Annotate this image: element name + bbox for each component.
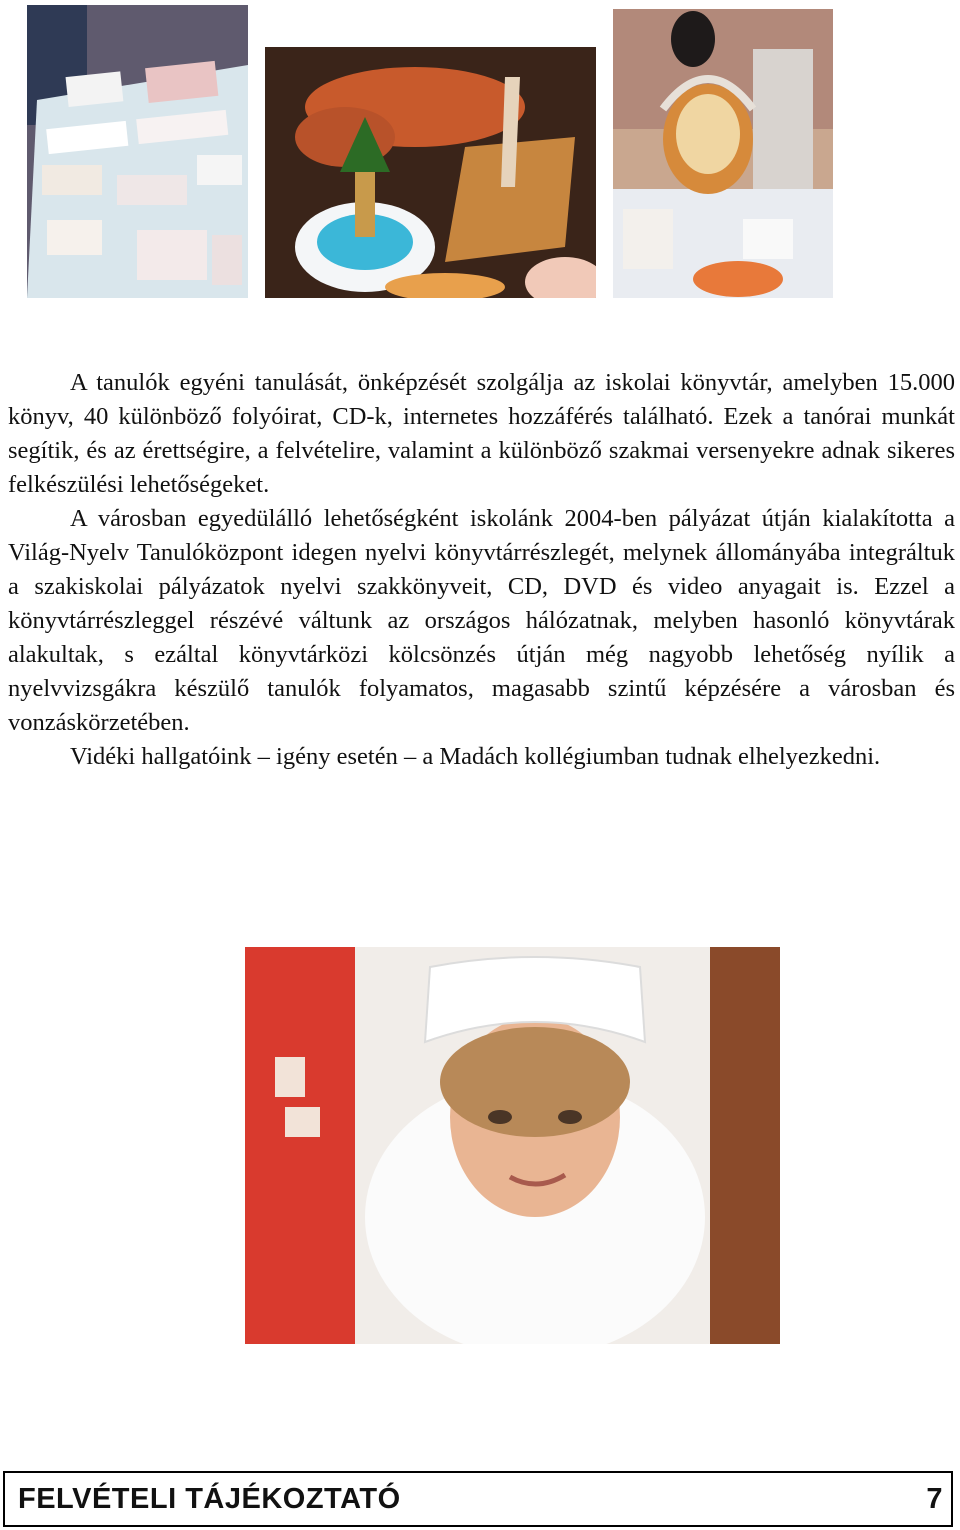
paragraph-library: A tanulók egyéni tanulását, önképzését szolgálja az iskolai könyvtár, amelyben 15.000 könyv, 40 különböző folyóirat, CD-k, internetes hozzáférés található. Ezek a tanórai munkát segítik, és az érettségire, a felvételire, valamint a különböző szakmai versenyekre adnak sikeres felkészülési lehetőségeket. — [8, 369, 955, 498]
page-footer — [3, 1471, 953, 1527]
footer-title: FELVÉTELI TÁJÉKOZTATÓ — [18, 1482, 401, 1515]
photo-food-display — [265, 47, 596, 298]
paragraph-dormitory: Vidéki hallgatóink – igény esetén – a Madách kollégiumban tudnak elhelyezkedni. — [70, 743, 881, 770]
photo-student-chef — [245, 947, 780, 1344]
photo-table-display — [27, 5, 248, 298]
page-number: 7 — [926, 1482, 943, 1515]
paragraph-language-center: A városban egyedülálló lehetőségként iskolánk 2004-ben pályázat útján kialakította a Világ-Nyelv Tanulóközpont idegen nyelvi könyvtárrészlegét, melynek állományába integráltuk a szakiskolai pályázatok nyelvi szakkönyveit, CD, DVD és video anyagait is. Ezzel a könyvtárrészleggel részévé váltunk az országos hálózatnak, melyben hasonló könyvtárak alakultak, s ezáltal könyvtárközi kölcsönzés útján még nagyobb lehetőség nyílik a nyelvvizsgákra készülő tanulók folyamatos, magasabb szintű képzésére a városban és vonzáskörzetében. — [8, 505, 955, 736]
body-text — [8, 366, 955, 774]
photo-cake-basket — [613, 9, 833, 298]
